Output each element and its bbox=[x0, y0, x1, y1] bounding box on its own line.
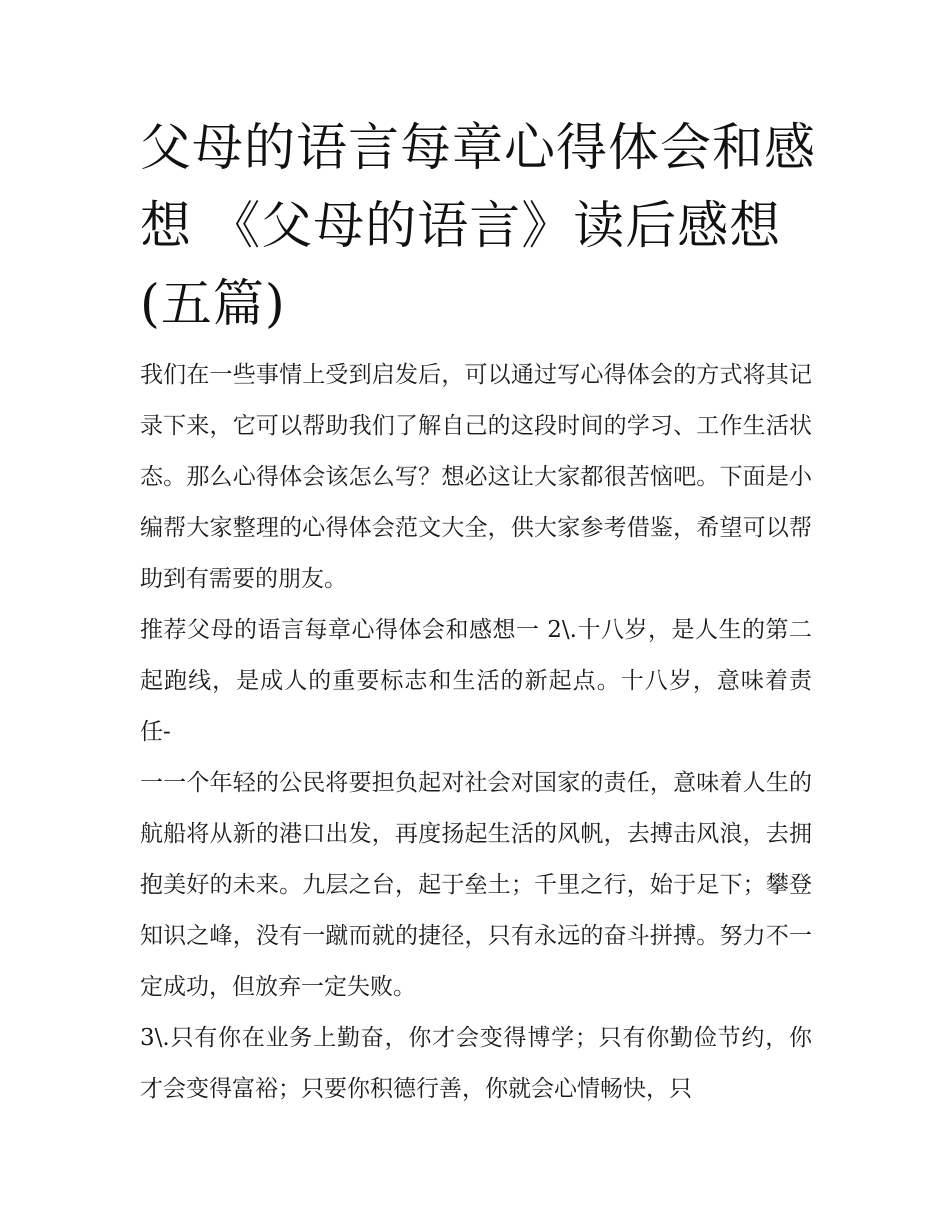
title-line-1: 父母的语言每章心得体会和感 bbox=[140, 119, 817, 178]
title-line-3: (五篇) bbox=[140, 275, 286, 334]
title-line-2: 想 《父母的语言》读后感想 bbox=[140, 197, 782, 256]
document-title bbox=[140, 110, 817, 344]
document-content bbox=[140, 110, 817, 1115]
document-body bbox=[140, 350, 812, 1115]
paragraph-diligence: 3\.只有你在业务上勤奋，你才会变得博学；只有你勤俭节约，你才会变得富裕；只要你积德行善，你就会心情畅快，只 bbox=[140, 1025, 812, 1102]
paragraph-responsibility: 一一个年轻的公民将要担负起对社会对国家的责任，意味着人生的航船将从新的港口出发，再度扬起生活的风帆，去搏击风浪，去拥抱美好的未来。九层之台，起于垒土；千里之行，始于足下；攀登知识之峰，没有一蹴而就的捷径，只有永远的奋斗拼搏。努力不一定成功，但放弃一定失败。 bbox=[140, 770, 812, 1000]
paragraph-intro: 我们在一些事情上受到启发后，可以通过写心得体会的方式将其记录下来，它可以帮助我们了解自己的这段时间的学习、工作生活状态。那么心得体会该怎么写？想必这让大家都很苦恼吧。下面是小编帮大家整理的心得体会范文大全，供大家参考借鉴，希望可以帮助到有需要的朋友。 bbox=[140, 362, 812, 592]
paragraph-recommend: 推荐父母的语言每章心得体会和感想一 2\.十八岁，是人生的第二起跑线，是成人的重要标志和生活的新起点。十八岁，意味着责任- bbox=[140, 617, 812, 745]
